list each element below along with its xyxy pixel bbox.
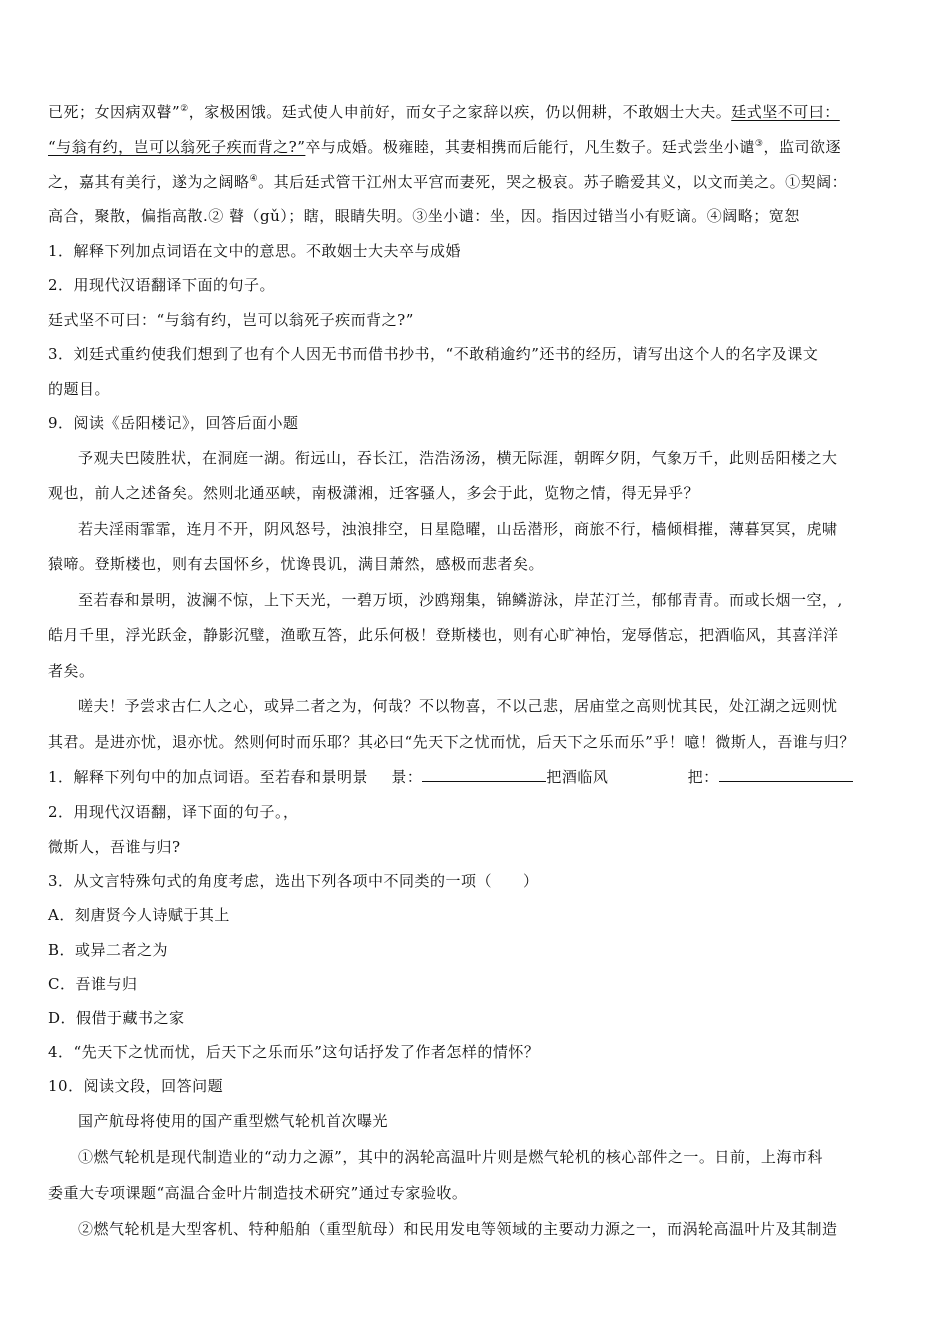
option-d: D．假借于藏书之家 <box>48 1009 185 1027</box>
q9-item-3: 3．从文言特殊句式的角度考虑，选出下列各项中不同类的一项（ ） <box>48 872 539 890</box>
underlined-sentence: 廷式坚不可曰： <box>731 103 840 121</box>
q10-paragraph-2: ②燃气轮机是大型客机、特种船舶（重型航母）和民用发电等领域的主要动力源之一，而涡轮高温叶片及其制造 <box>78 1220 838 1238</box>
q9-passage-p2-cont: 猿啼。登斯楼也，则有去国怀乡，忧谗畏讥，满目萧然，感极而悲者矣。 <box>48 555 545 573</box>
q9-passage-p2: 若夫淫雨霏霏，连月不开，阴风怒号，浊浪排空，日星隐曜，山岳潜形，商旅不行，樯倾楫摧，薄暮冥冥，虎啸 <box>78 520 838 538</box>
q9-passage-p3: 至若春和景明，波澜不惊，上下天光，一碧万顷，沙鸥翔集，锦鳞游泳，岸芷汀兰，郁郁青青。而或长烟一空，, <box>78 591 843 609</box>
q8-item-2: 2．用现代汉语翻译下面的句子。 <box>48 276 276 294</box>
option-c: C．吾谁与归 <box>48 975 138 993</box>
q9-item-2: 2．用现代汉语翻，译下面的句子。， <box>48 803 299 821</box>
q10-paragraph-1-cont: 委重大专项课题“高温合金叶片制造技术研究”通过专家验收。 <box>48 1184 468 1202</box>
q10-paragraph-1: ①燃气轮机是现代制造业的“动力之源”，其中的涡轮高温叶片则是燃气轮机的核心部件之一。日前，上海市科 <box>78 1148 823 1166</box>
excerpt-line-1: 已死；女因病双瞽”②，家极困饿。廷式使人申前好，而女子之家辞以疾，仍以佣耕，不敢姻士大夫。廷式坚不可曰： <box>48 103 840 121</box>
q9-passage-p1-cont: 观也，前人之述备矣。然则北通巫峡，南极潇湘，迁客骚人，多会于此，览物之情，得无异乎？ <box>48 484 700 502</box>
q9-passage-p4: 嗟夫！予尝求古仁人之心，或异二者之为，何哉？不以物喜，不以己悲，居庙堂之高则忧其民，处江湖之远则忧 <box>78 697 838 715</box>
q10-heading: 10．阅读文段，回答问题 <box>48 1077 224 1095</box>
q9-passage-p3-cont: 皓月千里，浮光跃金，静影沉璧，渔歌互答，此乐何极！登斯楼也，则有心旷神怡，宠辱偕忘，把酒临风，其喜洋洋 <box>48 626 839 644</box>
excerpt-line-3: 之，嘉其有美行，遂为之阔略④。其后廷式管干江州太平宫而妻死，哭之极哀。苏子瞻爱其义，以文而美之。①契阔： <box>48 173 848 191</box>
q9-heading: 9．阅读《岳阳楼记》，回答后面小题 <box>48 414 299 432</box>
q9-item-2-sentence: 微斯人，吾谁与归? <box>48 838 181 856</box>
q9-item-1: 1．解释下列句中的加点词语。至若春和景明景 景： 把酒临风 把： <box>48 767 853 787</box>
answer-blank-jing[interactable] <box>422 767 546 782</box>
q9-passage-p3-end: 者矣。 <box>48 662 95 680</box>
q8-item-1: 1．解释下列加点词语在文中的意思。不敢姻士大夫卒与成婚 <box>48 242 462 260</box>
q8-item-2-sentence: 廷式坚不可曰：“与翁有约，岂可以翁死子疾而背之?” <box>48 311 414 329</box>
q9-passage-p1: 予观夫巴陵胜状，在洞庭一湖。衔远山，吞长江，浩浩汤汤，横无际涯，朝晖夕阴，气象万千，此则岳阳楼之大 <box>78 449 838 467</box>
q9-item-4: 4．“先天下之忧而忧，后天下之乐而乐”这句话抒发了作者怎样的情怀？ <box>48 1043 540 1061</box>
answer-blank-ba[interactable] <box>719 767 853 782</box>
q8-item-3: 3．刘廷式重约使我们想到了也有个人因无书而借书抄书，“不敢稍逾约”还书的经历，请写出这个人的名字及课文 <box>48 345 819 363</box>
excerpt-footnotes: 高合，聚散，偏指高散.② 瞽（gǔ）；瞎，眼睛失明。③坐小谴：坐，因。指因过错当小有贬谪。④阔略；宽恕 <box>48 207 800 225</box>
q8-item-3-cont: 的题目。 <box>48 380 111 398</box>
q10-article-title: 国产航母将使用的国产重型燃气轮机首次曝光 <box>78 1112 389 1130</box>
underlined-sentence: “与翁有约，岂可以翁死子疾而背之?” <box>48 138 306 156</box>
option-a: A．刻唐贤今人诗赋于其上 <box>48 906 230 924</box>
q9-passage-p4-cont: 其君。是进亦忧，退亦忧。然则何时而乐耶？其必曰“先天下之忧而忧，后天下之乐而乐”乎！噫！微斯人，吾谁与归？ <box>48 733 855 751</box>
option-b: B．或异二者之为 <box>48 941 169 959</box>
excerpt-line-2: “与翁有约，岂可以翁死子疾而背之?”卒与成婚。极雍睦，其妻相携而后能行，凡生数子。廷式尝坐小谴③，监司欲逐 <box>48 138 841 156</box>
